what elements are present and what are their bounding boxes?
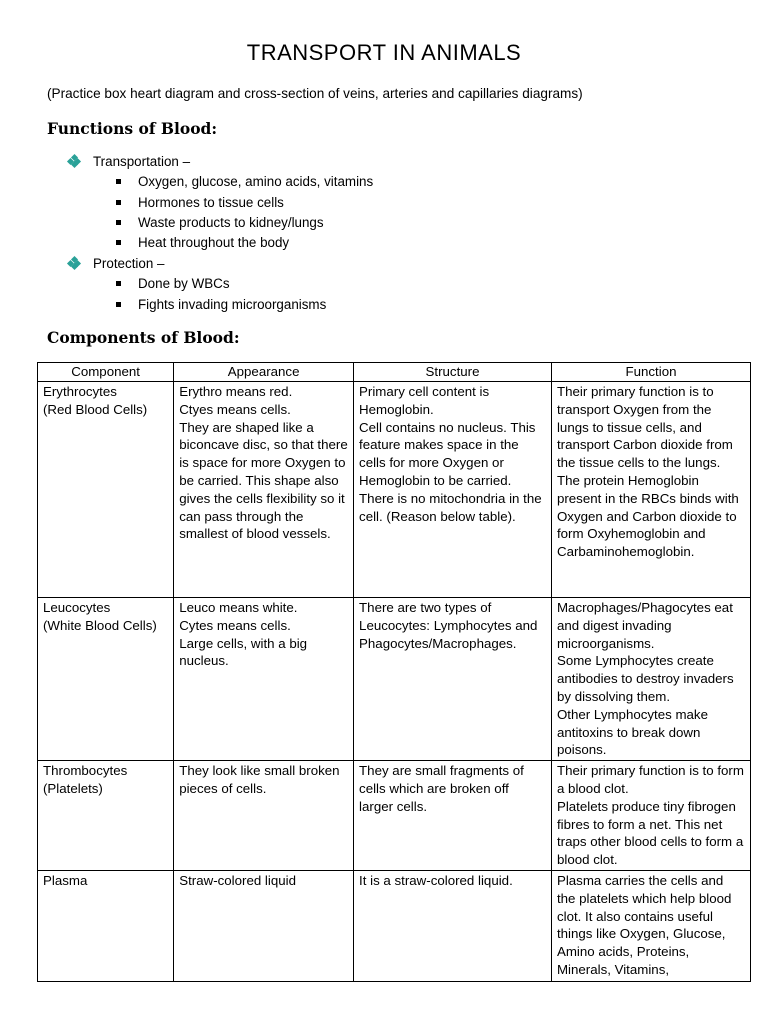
column-header: Component: [38, 363, 174, 382]
component-cell: Thrombocytes (Platelets): [38, 761, 174, 871]
function-cell: Plasma carries the cells and the platelets which help blood clot. It also contains useful things like Oxygen, Glucose, Amino acids, Proteins, Minerals, Vitamins,: [551, 870, 750, 981]
function-cell: Macrophages/Phagocytes eat and digest invading microorganisms. Some Lymphocytes create antibodies to destroy invaders by dissolving them. Other Lymphocytes make antitoxins to break down poisons.: [551, 598, 750, 761]
appearance-cell: Straw-colored liquid: [174, 870, 354, 981]
list-item: Waste products to kidney/lungs: [116, 212, 373, 232]
list-item: Oxygen, glucose, amino acids, vitamins: [116, 172, 373, 192]
functions-list: [68, 151, 373, 314]
component-cell: Leucocytes (White Blood Cells): [38, 598, 174, 761]
list-item: Heat throughout the body: [116, 233, 373, 253]
function-group: [68, 253, 373, 314]
square-bullet-icon: [116, 281, 121, 286]
components-heading: Components of Blood:: [47, 328, 240, 347]
square-bullet-icon: [116, 200, 121, 205]
table-row: [38, 761, 751, 871]
table-header-row: [38, 363, 751, 382]
structure-cell: Primary cell content is Hemoglobin. Cell contains no nucleus. This feature makes space in the cells for more Oxygen or Hemoglobin to be carried. There is no mitochondria in the cell. (Reason below table).: [354, 382, 552, 598]
square-bullet-icon: [116, 179, 121, 184]
square-bullet-icon: [116, 240, 121, 245]
appearance-cell: Leuco means white. Cytes means cells. Large cells, with a big nucleus.: [174, 598, 354, 761]
square-bullet-icon: [116, 220, 121, 225]
subtitle-note: (Practice box heart diagram and cross-section of veins, arteries and capillaries diagrams): [47, 86, 583, 101]
structure-cell: It is a straw-colored liquid.: [354, 870, 552, 981]
table-row: [38, 382, 751, 598]
diamond-bullet-icon: [68, 155, 80, 167]
blood-components-table: [37, 362, 751, 982]
table-row: [38, 870, 751, 981]
function-cell: Their primary function is to form a blood clot. Platelets produce tiny fibrogen fibres to form a net. This net traps other blood cells to form a blood clot.: [551, 761, 750, 871]
square-bullet-icon: [116, 302, 121, 307]
structure-cell: There are two types of Leucocytes: Lymphocytes and Phagocytes/Macrophages.: [354, 598, 552, 761]
appearance-cell: Erythro means red. Ctyes means cells. They are shaped like a biconcave disc, so that there is space for more Oxygen to be carried. This shape also gives the cells flexibility so it can pass through the smallest of blood vessels.: [174, 382, 354, 598]
column-header: Function: [551, 363, 750, 382]
component-cell: Plasma: [38, 870, 174, 981]
functions-heading: Functions of Blood:: [47, 119, 218, 138]
diamond-bullet-icon: [68, 257, 80, 269]
page-title: TRANSPORT IN ANIMALS: [246, 40, 522, 65]
list-item: Hormones to tissue cells: [116, 192, 373, 212]
table-row: [38, 598, 751, 761]
function-cell: Their primary function is to transport Oxygen from the lungs to tissue cells, and transport Carbon dioxide from the tissue cells to the lungs. The protein Hemoglobin present in the RBCs binds with Oxygen and Carbon dioxide to form Oxyhemoglobin and Carbaminohemoglobin.: [551, 382, 750, 598]
list-item: Fights invading microorganisms: [116, 294, 373, 314]
list-item: Done by WBCs: [116, 274, 373, 294]
structure-cell: They are small fragments of cells which are broken off larger cells.: [354, 761, 552, 871]
column-header: Structure: [354, 363, 552, 382]
appearance-cell: They look like small broken pieces of cells.: [174, 761, 354, 871]
function-group-label: Protection –: [93, 255, 165, 271]
component-cell: Erythrocytes (Red Blood Cells): [38, 382, 174, 598]
column-header: Appearance: [174, 363, 354, 382]
function-group-label: Transportation –: [93, 153, 191, 169]
function-group: [68, 151, 373, 253]
